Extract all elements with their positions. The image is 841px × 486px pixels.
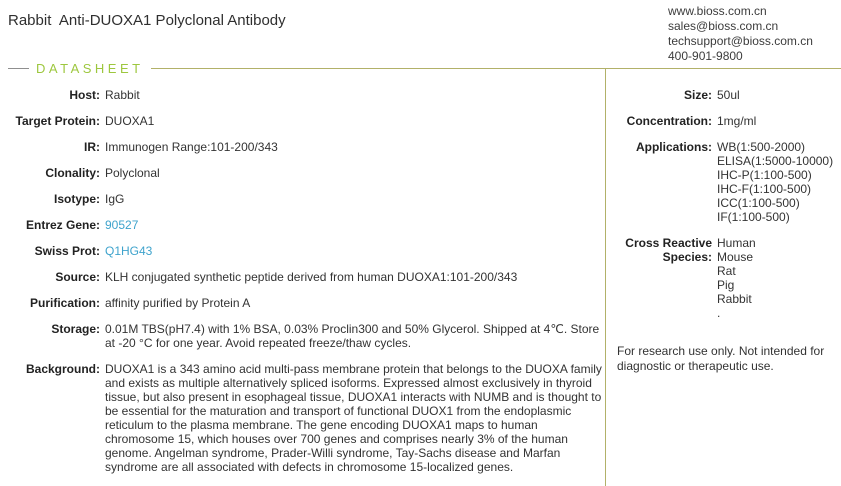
field-label: Isotype: xyxy=(53,192,100,206)
field-row-ir xyxy=(8,140,602,154)
field-value: 0.01M TBS(pH7.4) with 1% BSA, 0.03% Proclin300 and 50% Glycerol. Shipped at 4℃. Store at -20 °C for one year. Avoid repeated freeze/thaw cycles. xyxy=(105,322,600,350)
field-value: Polyclonal xyxy=(105,166,160,180)
field-label: Target Protein: xyxy=(15,114,100,128)
field-label: Purification: xyxy=(29,296,100,310)
datasheet-section-header xyxy=(0,61,841,75)
field-row-clonality xyxy=(8,166,602,180)
contact-phone: 400-901-9800 xyxy=(668,49,743,63)
field-label: Storage: xyxy=(51,322,100,336)
species-item: Rabbit xyxy=(717,292,752,306)
field-label: Concentration: xyxy=(626,114,712,128)
column-divider xyxy=(605,69,606,486)
application-item: IHC-F(1:100-500) xyxy=(717,182,812,196)
field-value: affinity purified by Protein A xyxy=(105,296,251,310)
contact-website[interactable]: www.bioss.com.cn xyxy=(668,4,767,18)
contact-sales-email[interactable]: sales@bioss.com.cn xyxy=(668,19,779,33)
research-use-disclaimer: For research use only. Not intended for diagnostic or therapeutic use. xyxy=(617,344,825,373)
field-value: DUOXA1 is a 343 amino acid multi-pass membrane protein that belongs to the DUOXA family and exists as multiple alternatively spliced isoforms. Expressed almost exclusively in thyroid tissue, but also present in esophageal tissue, DUOXA1 interacts with NUMB and is thought to be essential for the maturation and transport of functional DUOX1 from the endoplasmic reticulum to the plasma membrane. The gene encoding DUOXA1 maps to human chromosome 15, which houses over 700 genes and comprises nearly 3% of the human genome. Angelman syndrome, Prader-Willi syndrome, Tay-Sachs disease and Marfan syndrome are all associated with defects in chromosome 15-localized genes. xyxy=(105,362,602,474)
field-row-isotype xyxy=(8,192,602,206)
field-row-size xyxy=(612,88,839,102)
field-label: IR: xyxy=(84,140,100,154)
species-item: Pig xyxy=(717,278,735,292)
field-value: KLH conjugated synthetic peptide derived from human DUOXA1:101-200/343 xyxy=(105,270,518,284)
field-label: Background: xyxy=(25,362,100,376)
applications-list xyxy=(717,140,833,224)
field-row-entrez-gene xyxy=(8,218,602,232)
contact-block xyxy=(668,4,813,64)
field-value: Rabbit xyxy=(105,88,140,102)
field-label: Cross Reactive Species: xyxy=(625,236,712,264)
field-value: Immunogen Range:101-200/343 xyxy=(105,140,278,154)
species-item: Rat xyxy=(717,264,736,278)
species-list xyxy=(717,236,756,320)
left-column xyxy=(8,88,602,486)
section-trailing-rule xyxy=(151,68,841,69)
field-value: 50ul xyxy=(717,88,740,102)
entrez-gene-link[interactable]: 90527 xyxy=(105,218,139,232)
field-row-concentration xyxy=(612,114,839,128)
section-leading-rule xyxy=(8,68,29,69)
field-label: Size: xyxy=(683,88,712,102)
species-item: Human xyxy=(717,236,756,250)
page-title: Rabbit Anti-DUOXA1 Polyclonal Antibody xyxy=(8,12,286,29)
field-label: Clonality: xyxy=(45,166,100,180)
field-row-storage xyxy=(8,322,602,350)
field-row-applications xyxy=(612,140,839,224)
field-label: Swiss Prot: xyxy=(34,244,100,258)
field-label: Source: xyxy=(55,270,100,284)
species-item: Mouse xyxy=(717,250,754,264)
field-value: IgG xyxy=(105,192,125,206)
application-item: IF(1:100-500) xyxy=(717,210,790,224)
species-item: . xyxy=(717,306,721,320)
field-row-background xyxy=(8,362,602,474)
field-value: 1mg/ml xyxy=(717,114,757,128)
field-label: Applications: xyxy=(635,140,712,154)
application-item: IHC-P(1:100-500) xyxy=(717,168,812,182)
application-item: WB(1:500-2000) xyxy=(717,140,806,154)
field-value: DUOXA1 xyxy=(105,114,155,128)
contact-support-email[interactable]: techsupport@bioss.com.cn xyxy=(668,34,813,48)
section-title: DATASHEET xyxy=(36,60,144,76)
field-row-target-protein xyxy=(8,114,602,128)
field-label: Host: xyxy=(69,88,100,102)
right-column xyxy=(612,88,839,374)
field-row-host xyxy=(8,88,602,102)
application-item: ICC(1:100-500) xyxy=(717,196,800,210)
swiss-prot-link[interactable]: Q1HG43 xyxy=(105,244,153,258)
application-item: ELISA(1:5000-10000) xyxy=(717,154,834,168)
field-row-cross-reactive-species xyxy=(612,236,839,320)
field-label: Entrez Gene: xyxy=(25,218,100,232)
field-row-source xyxy=(8,270,602,284)
field-row-purification xyxy=(8,296,602,310)
field-row-swiss-prot xyxy=(8,244,602,258)
